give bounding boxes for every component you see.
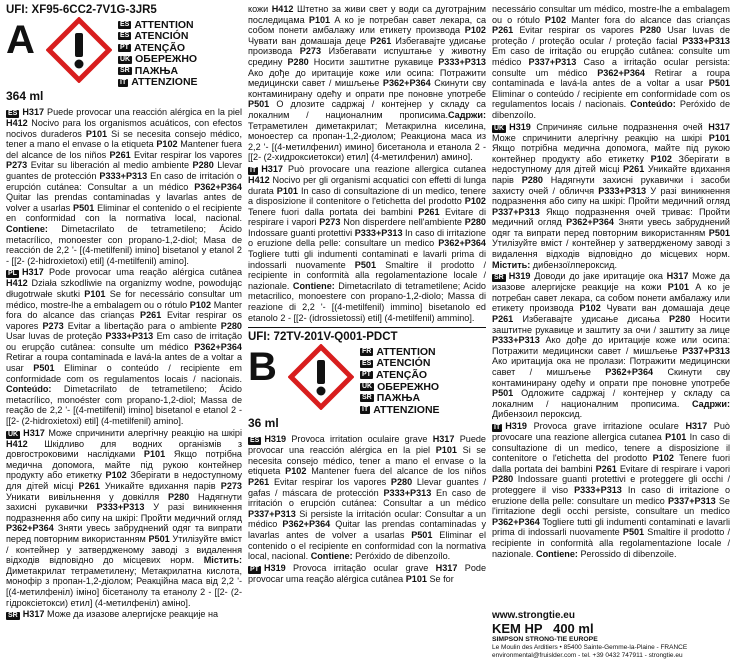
signal-word: ПАЖЊА (134, 64, 179, 77)
hazard-paragraph (492, 421, 730, 559)
signal-word-row (360, 369, 440, 381)
signal-word-row (118, 54, 198, 66)
hazard-paragraph (492, 122, 730, 271)
language-code-badge: UK (494, 124, 505, 132)
ufi-code-b: UFI: 72TV-201V-Q001-PDCT (248, 331, 398, 344)
hazard-paragraph (6, 609, 242, 620)
signal-word-row (118, 65, 198, 77)
hazard-paragraph (248, 434, 486, 562)
signal-word-row (360, 404, 440, 416)
paragraph-text: H317 Puede provocar una reacción alérgica en la piel H412 Nocivo para los organismos acuáticos, con efectos nocivos duraderos P101 Si se necesita consejo médico, tener a mano el envase o la etiqueta P102 Mantener fuera del alcance de los niños P261 Evitar respirar los vapores P273 Evitar su liberación al medio ambiente P280 Llevar guantes de protección P333+P313 En caso de irritación o erupción cutánea: Consultar a un médico P362+P364 Quitar las prendas contaminadas y lavarlas antes de volver a usarlas P501 Eliminar el contenido o el recipiente en conformidad con la normativa local, nacional. Contiene: Dimetacrilato de tetrametileno; Ácido metacrílico, monoester con propano-1,2-diol; Masa de reacción de 2,2 '- [(4-metilfenil) imino] bisetanol y etanol 2 - [[2- (2-hidroxietoxi) etil] (4-metilfenil) amino]. (6, 107, 242, 266)
paragraph-text: H317 Може спричинити алергічну реакцію на шкірі H412 Шкідливо для водних організмів з довгостроковими наслідками P101 Якщо потрібна медична допомога, майте під рукою контейнер продукту або етикетку P102 Зберігати в недоступному для дітей місці P261 Уникайте вдихання парів P273 Уникати вивільнення у довкілля P280 Надягнути захисні рукавички P333+P313 У разі виникнення подразнення або сипу на шкірі: Пройти медичний огляд P362+P364 Зняти увесь забруднений одяг та випрати перед повторним використанням P501 Утилізуйте вміст / контейнер у затвердженому заводі з видалення відходів відповідно до місцевих норм. Містить: Диметакрилат тетраметилену; Метакрилатна кислота, монофір з пропан-1,2-діолом; Реакційна маса від 2,2 '- [(4-метилфеніл) іміно] бісетанолу та етанолу 2 - [[2- (2-гідроксіетокси) етил] (4-метилфеніл) аміно]. (6, 427, 242, 608)
volume-a: 364 ml (6, 89, 44, 103)
language-code-badge: IT (362, 405, 369, 413)
volume-b: 36 ml (248, 416, 279, 431)
language-code-badge: PT (362, 371, 371, 379)
column-2-text-top (248, 4, 486, 323)
paragraph-text: H319 Provoca grave irritazione oculare H317 Può provocare una reazione allergica cutanea P101 In caso di consultazione di un medico, tenere a disposizione il contenitore o l'etichetta del prodotto P102 Tenere fuori dalla portata dei bambini P261 Evitare di respirare i vapori P280 Indossare guanti protettivi e proteggere gli occhi / proteggere il viso P333+P313 In caso di irritazione o eruzione della pelle: consultare un medico P337+P313 Se l'irritazione degli occhi persiste, consultare un medico P362+P364 Togliere tutti gli indumenti contaminati e lavarli prima di indossarli nuovamente P501 Smaltire il prodotto / recipiente in conformità alla regolamentazione locale / nazionale. Contiene: Perossido di dibenzoile. (492, 420, 730, 559)
language-code-badge: SR (362, 394, 372, 402)
exclamation-hazard-icon (46, 17, 112, 83)
paragraph-text: кожи H412 Штетно за живи свет у води са дуготрајним последицама P101 А ко је потребан савет лекара, са собом понети амбалажу или етикету производа P102 Чувати ван домашаја деце P261 Избегавајте удисање производа P273 Избегавати испуштање у животну средину P280 Носити заштитне рукавице P333+P313 Ако дође до иритације коже или осипа: Потражити медицински савет / мишљење P362+P364 Скинути сву контаминирану одећу и опрати пре поновне употребе P501 О длозите садржај / контејнер у складу са локалним / националним прописима.Садржи: Тетраметилен диметакрилат; Метакрилна киселина, моноестер са пропан-1,2-диолом; Реакциона маса из 2,2 '- [(4-метилфенил) имино] бисетанола и етанола 2 - [[2- (2-хидроксиетокси) етил] (4-метилфенил) амино]. (248, 4, 486, 163)
paragraph-text: H319 Provoca irritação ocular grave H317 Pode provocar uma reação alérgica cutânea P101 Se for (248, 562, 486, 584)
product-footer (492, 611, 730, 660)
language-code-badge: ES (120, 20, 130, 28)
language-code-badge: IT (494, 423, 501, 431)
company-address: Le Moulin des Arditiers • 85400 Sainte-Gemme-la-Plaine - FRANCE (492, 644, 688, 651)
hazard-paragraph (248, 164, 486, 323)
hazard-paragraph (248, 4, 486, 163)
signal-word: ATTENTION (134, 18, 194, 31)
hazard-paragraph (6, 267, 242, 426)
component-letter-b: B (248, 345, 277, 390)
company-contact: environmental@fruislder.com - tel. +39 0432 747911 - strongtie.eu (492, 652, 683, 659)
signal-words-b (360, 346, 440, 416)
language-code-badge: IT (120, 78, 127, 86)
language-code-badge: FR (362, 348, 372, 356)
hazard-paragraph (6, 428, 242, 609)
paragraph-text: H319 Доводи до јаке иритације ока H317 Може да изазове алергијске реакције на кожи P101 А ко је потребан савет лекара, са собом понети амбалажу или етикету производа P102 Чувати ван домашаја деце P261 Избегавајте удисање дисања P280 Носити заштитне рукавице и заштиту за очи / заштиту за лице P333+P313 Ако дође до иритације коже или осипа: Потражити медицински савет / мишљење P337+P313 Ако иритација ока не пролази: Потражити медицински савет / мишљење P362+P364 Скинути сву контаминирану одећу и опрати пре поновне употребе P501 Одложите садржај / контејнер у складу са локалним / националним прописима. Садржи: Дибензоил пероксид. (492, 271, 730, 420)
language-code-badge: SR (494, 274, 504, 282)
signal-word: ATENCIÓN (376, 357, 431, 370)
hazard-paragraph (492, 4, 730, 121)
column-1-text (6, 107, 242, 620)
language-code-badge: UK (120, 55, 131, 63)
exclamation-hazard-icon (288, 344, 354, 410)
signal-word-row (118, 42, 198, 54)
signal-word: ATTENZIONE (131, 76, 198, 89)
paragraph-text: H319 Спричиняє сильне подразнення очей H317 Може спричинити алергічну реакцію на шкірі P101 Якщо потрібна медична допомога, майте під рукою контейнер продукту або етикетку P102 Зберігати в недоступному для дітей місці P261 Уникайте вдихання парів P280 Надягнути захисні рукавички і засоби захисту очей / обличчя P333+P313 У разі виникнення подразнення або сипу на шкірі: Пройти медичний огляд P337+P313 Якщо подразнення очей триває: Пройти медичний огляд P362+P364 Зняти увесь забруднений одяг та випрати перед повторним використанням P501 Утилізуйте вміст / контейнер у затвердженому заводі з видалення відходів відповідно до місцевих норм. Містить: дибензоїлпероксид. (492, 121, 730, 270)
column-2 (248, 4, 486, 660)
language-code-badge: UK (8, 430, 19, 438)
website-text: www.strongtie.eu (492, 610, 575, 622)
paragraph-text: H317 Може да изазове алергијске реакције на (22, 609, 219, 620)
component-letter-a: A (6, 18, 35, 62)
language-code-badge: IT (250, 166, 257, 174)
signal-word: ОБЕРЕЖНО (377, 380, 440, 393)
signal-word-row (360, 393, 440, 405)
signal-word: ATTENZIONE (373, 403, 440, 416)
signal-word: ПАЖЊА (376, 392, 421, 405)
hazard-paragraph (6, 107, 242, 266)
column-3 (492, 4, 730, 660)
language-code-badge: ES (250, 437, 260, 445)
language-code-badge: PT (250, 565, 259, 573)
paragraph-text: necessário consultar um médico, mostre-lhe a embalagem ou o rótulo P102 Manter fora do alcance das crianças P261 Evitar respirar os vapores P280 Usar luvas de proteção / proteção ocular / proteção facial P333+P313 Em caso de irritação ou erupção cutânea: consulte um médico P337+P313 Caso a irritação ocular persista: consulte um médico P362+P364 Retirar a roupa contaminada e lavá-la antes de a voltar a usar P501 Eliminar o conteúdo / recipiente em conformidade com os regulamentos locais / nacionais. Conteúdo: Peróxido de dibenzoílo. (492, 4, 730, 120)
signal-word: ATENÇÃO (133, 41, 186, 54)
ufi-code-a: UFI: XF95-6CC2-7V1G-3JR5 (6, 4, 157, 16)
language-code-badge: ES (120, 32, 130, 40)
section-divider (248, 327, 486, 328)
signal-word: ATENÇÃO (375, 368, 428, 381)
paragraph-text: H319 Provoca irritation oculaire grave H317 Puede provocar una reacción alérgica en la piel P101 Si se necesita consejo médico, tener a mano el envase o la etiqueta P102 Mantener fuera del alcance de los niños P261 Evitar respirar los vapores P280 Llevar guantes / gafas / máscara de protección P333+P313 En caso de irritación o erupción cutánea: Consultar a un médico P337+P313 Si persiste la irritación ocular: Consultar a un médico P362+P364 Quitar las prendas contaminadas y lavarlas antes de volver a usarlas P501 Eliminar el contenido o el recipiente en conformidad con la normativa local, nacional. Contiene: Peróxido de dibenzoílo. (248, 434, 486, 562)
paragraph-text: H317 Può provocare una reazione allergica cutanea H412 Nocivo per gli organismi acquatici con effetti di lunga durata P101 In caso di consultazione di un medico, tenere a disposizione il contenitore o l'etichetta del prodotto P102 Tenere fuori dalla portata dei bambini P261 Evitare di respirare i vapori P273 Non disperdere nell'ambiente P280 Indossare guanti protettivi P333+P313 In caso di irritazione o eruzione della pelle: consultare un medico P362+P364 Togliere tutti gli indumenti contaminati e lavarli prima di indossarli nuovamente P501 Smaltire il prodotto / recipiente in conformità alla regolamentazione locale / nazionale. Contiene: Dimetacrilato di tetrametilene; Acido metacrilico, monoestere con propano-1,2-diolo; Massa di reazione di 2,2 '- [(4-metilfenil) immino] bisetanolo ed etanolo 2 - [[2- (idrossietossi) etil] (4-metilfenil) ammino]. (248, 163, 486, 323)
signal-word: ATENCIÓN (134, 30, 189, 43)
signal-word-row (118, 77, 198, 89)
signal-word: ATTENTION (376, 345, 436, 358)
signal-word-row (118, 31, 198, 43)
column-3-text (492, 4, 730, 559)
signal-words-a (118, 19, 198, 89)
language-code-badge: SR (8, 612, 18, 620)
language-code-badge: SR (120, 67, 130, 75)
product-volume: 400 ml (553, 621, 594, 636)
paragraph-text: H317 Pode provocar uma reação alérgica cutânea H412 Działa szkodliwie na organizmy wodne, powodując długotrwałe skutki P101 Se for necessário consultar um médico, mostre-lhe a embalagem ou o rótulo P102 Manter fora do alcance das crianças P261 Evitar respirar os vapores P273 Evitar a libertação para o ambiente P280 Usar luvas de proteção P333+P313 Em caso de irritação ou erupção cutânea: consulte um médico P362+P364 Retirar a roupa contaminada e lavá-la antes de a voltar a usar P501 Eliminar o conteúdo / recipiente em conformidade com os regulamentos locais / nacionais. Conteúdo: Dimetacrilato de tetrametileno; Ácido metacrílico, monoéster com propano-1,2-diol; Massa de reação de 2,2 '- [(4-metilfenil) imino] bisetanol e etanol 2 - [[2- (2-hidroxietoxi) etil] (4-metilfenil) amino]. (6, 267, 242, 427)
section-b-header (248, 346, 486, 434)
language-code-badge: ES (362, 359, 372, 367)
column-1 (6, 4, 242, 660)
product-line (492, 622, 730, 636)
column-2-text-bottom (248, 434, 486, 584)
signal-word-row (118, 19, 198, 31)
language-code-badge: PT (120, 43, 129, 51)
language-code-badge: ES (8, 110, 18, 117)
language-code-badge: UK (362, 382, 373, 390)
language-code-badge: PL (8, 270, 17, 278)
company-name: SIMPSON STRONG-TIE EUROPE (492, 636, 598, 643)
hazard-paragraph (248, 563, 486, 585)
signal-word-row (360, 358, 440, 370)
signal-word: ОБЕРЕЖНО (135, 53, 198, 66)
hazard-paragraph (492, 271, 730, 420)
section-a-header (6, 19, 242, 107)
signal-word-row (360, 381, 440, 393)
product-name: KEM HP (492, 621, 543, 636)
